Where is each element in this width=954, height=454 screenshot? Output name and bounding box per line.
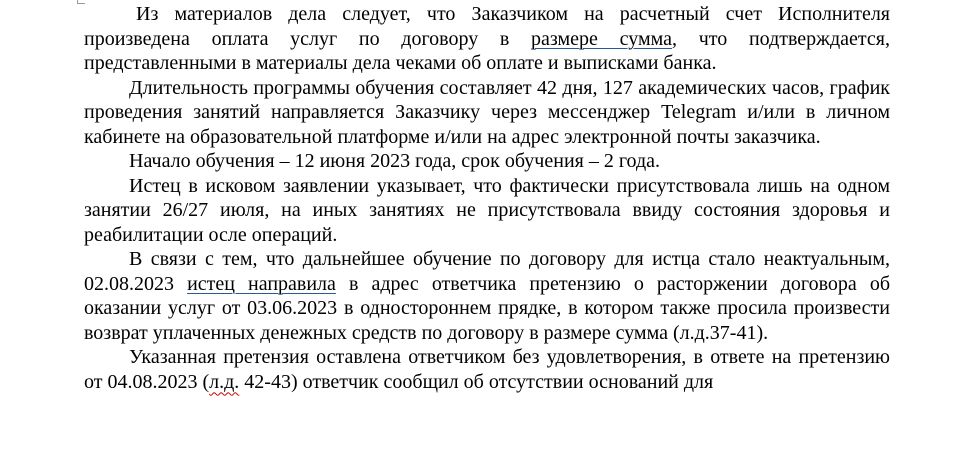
paragraph-attendance: Истец в исковом заявлении указывает, что фактически присутствовала лишь на одном занятии 26/27 июля, на иных занятиях не присутствовала ввиду состояния здоровья и реабилитации осле операций. <box>84 174 890 246</box>
paragraph-payment-text-end: , что подтверждается, представленными в материалы дела чеками об оплате и выписками банка. <box>84 27 890 74</box>
paragraph-response <box>84 345 890 394</box>
document-body <box>84 2 890 394</box>
grammar-flag-amount[interactable]: размере сумма <box>531 27 673 50</box>
grammar-flag-plaintiff[interactable]: истец направила <box>187 272 336 295</box>
paragraph-payment-text-start: Из материалов дела следует, что Заказчиком на расчетный счет Исполнителя произведена оплата услуг по договору в <box>84 3 890 50</box>
paragraph-claim <box>84 247 890 345</box>
paragraph-start: Начало обучения – 12 июня 2023 года, срок обучения – 2 года. <box>129 150 661 172</box>
paragraph-duration: Длительность программы обучения составляет 42 дня, 127 академических часов, график проведения занятий направляется Заказчику через мессенджер Telegram и/или в личном кабинете на образовательной платформе и/или на адрес электронной почты заказчика. <box>84 76 890 148</box>
paragraph-response-text-start: Указанная претензия оставлена ответчиком без удовлетворения, в ответе на претензию от 04.08.2023 ( <box>84 346 890 393</box>
spelling-flag-ld[interactable]: л.д. <box>209 370 240 393</box>
paragraph-claim-text-end: в адрес ответчика претензию о расторжении договора об оказании услуг от 03.06.2023 в одностороннем прядке, в котором также просила произвести возврат уплаченных денежных средств по договору в размере сумма (л.д.37-41). <box>84 272 890 344</box>
paragraph-response-text-end: 42-43) ответчик сообщил об отсутствии оснований для <box>239 370 714 393</box>
paragraph-payment <box>84 2 890 76</box>
paragraph-claim-text-start: В связи с тем, что дальнейшее обучение по договору для истца стало неактуальным, 02.08.2023 <box>84 248 890 295</box>
